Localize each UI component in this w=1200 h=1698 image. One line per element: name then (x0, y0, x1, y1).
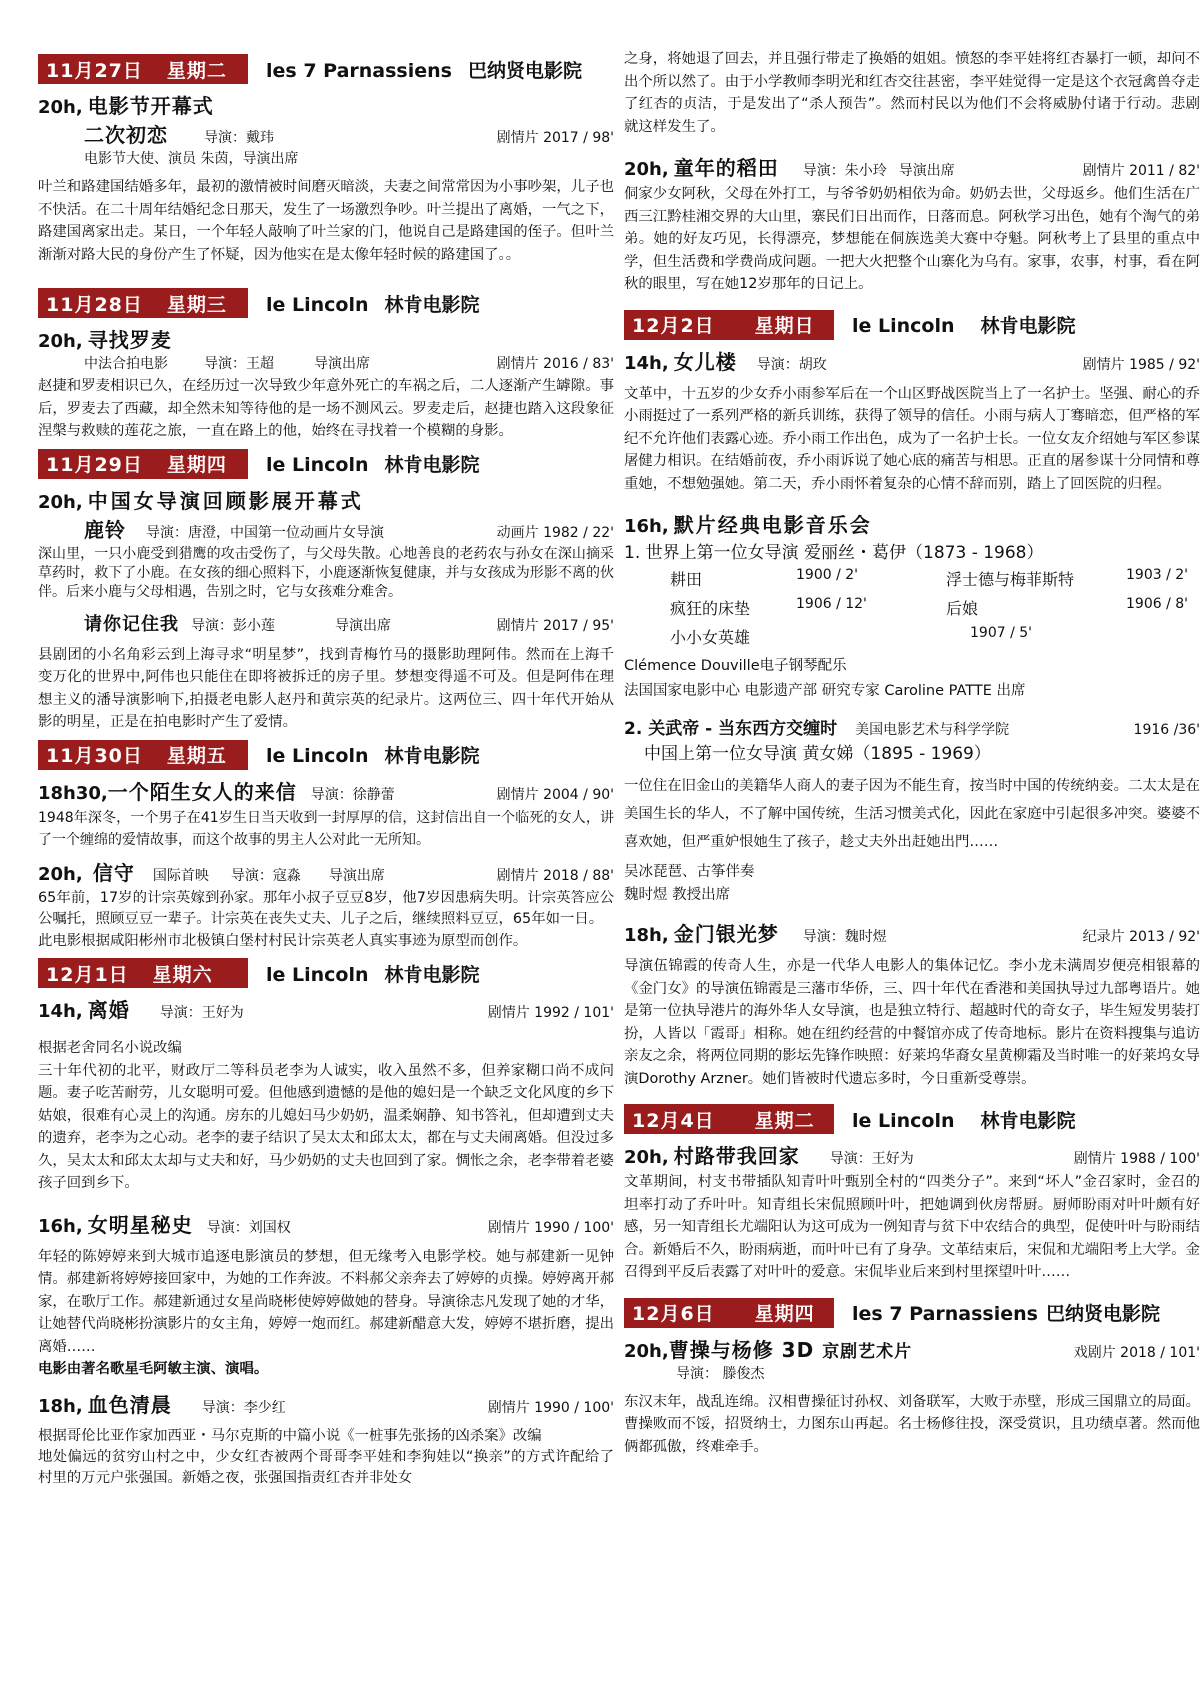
film-info: 剧情片 2004 / 90' (496, 786, 614, 803)
film-title: 离婚 (87, 998, 130, 1022)
director: 导演：朱小玲 (802, 163, 887, 179)
screening-time: 16h, (624, 516, 669, 537)
film-title: 一个陌生女人的来信 (107, 779, 297, 804)
film-entry (38, 485, 614, 734)
synopsis: 文革期间，村支书带插队知青叶叶甄别全村的“四类分子”。来到“坏人”金召家时，金召的坦率打动了乔叶叶。知青组长宋侃照顾叶叶，把她调到伙房帮厨。厨师盼雨对叶叶颇有好感，另一知青组长尤端阳认为这可成为一例知青与贫下中农结合的典型，促使叶叶与盼雨结合。新婚后不久，盼雨病逝，而叶叶已有了身孕。文革结束后，宋侃和尤端阳考上大学。金召得到平反后表露了对叶叶的爱意。宋侃毕业后来到村里探望叶叶…… (624, 1174, 1200, 1280)
film-entry (38, 1389, 614, 1489)
film-info: 1916 /36' (1133, 722, 1200, 738)
director: 导演：刘国权 (206, 1219, 291, 1236)
program-subtitle: 1. 世界上第一位女导演 爱丽丝・葛伊（1873 - 1968） (624, 543, 1044, 563)
weekday: 星期四 (166, 454, 227, 476)
film-info: 动画片 1982 / 22' (496, 524, 614, 541)
film-note: 国际首映 (152, 867, 209, 884)
short-film-row (624, 596, 1200, 619)
film-info: 剧情片 1990 / 100' (487, 1219, 614, 1236)
director: 导演：唐澄，中国第一位动画片女导演 (146, 524, 384, 541)
venue-name: les 7 Parnassiens (266, 59, 452, 82)
performer-note: 吴冰琵琶、古筝伴奏 (624, 864, 755, 880)
film-title: 童年的稻田 (673, 156, 779, 180)
film-entry (624, 1334, 1200, 1459)
venue (266, 290, 480, 317)
film-entry (38, 90, 614, 266)
day-header (38, 54, 614, 84)
short-film-info: 1907 / 5' (970, 625, 1033, 641)
venue (266, 741, 480, 768)
synopsis: 侗家少女阿秋，父母在外打工，与爷爷奶奶相依为命。奶奶去世，父母返乡。他们生活在广西三江黔桂湘交界的大山里，寨民们日出而作，日落而息。阿秋学习出色，她有个淘气的弟弟。她的好友巧见，长得漂亮，梦想能在侗族选美大赛中夺魁。阿秋考上了县里的重点中学，但生活费和学费尚成问题。一把大火把整个山寨化为乌有。家事，农事，村事，看在阿秋的眼里，写在她12岁那年的日记上。 (624, 186, 1200, 292)
director: 导演：胡玫 (756, 356, 827, 373)
film-title: 中国女导演回顾影展开幕式 (87, 488, 364, 513)
short-film-row (624, 567, 1200, 590)
short-film-title: 耕田 (670, 570, 703, 589)
director: 导演： 滕俊杰 (676, 1365, 765, 1382)
screening-time: 18h, (38, 1395, 83, 1417)
venue-name-cn: 巴纳贤电影院 (467, 59, 582, 82)
short-film-info: 1906 / 12' (796, 596, 867, 612)
film-entry (38, 1209, 614, 1381)
screening-time: 20h, (38, 331, 83, 352)
film-title: 寻找罗麦 (87, 328, 172, 352)
weekday: 星期日 (754, 315, 815, 337)
film-info: 剧情片 1985 / 92' (1082, 356, 1200, 373)
date: 11月30日 (46, 745, 143, 767)
synopsis: 65年前，17岁的计宗英嫁到孙家。那年小叔子豆豆8岁，他7岁因患病失明。计宗英答应公公嘱托，照顾豆豆一辈子。计宗英在丧失丈夫、儿子之后，继续照料豆豆，65年如一日。 (38, 889, 614, 927)
short-film-title: 小小女英雄 (670, 628, 751, 647)
film-title: 请你记住我 (84, 613, 179, 635)
director: 导演：李少红 (201, 1399, 286, 1416)
film-info: 剧情片 2011 / 82' (1082, 163, 1200, 179)
film-genre: 京剧艺术片 (822, 1341, 913, 1362)
day-header (38, 740, 614, 770)
weekday: 星期五 (166, 745, 227, 767)
short-film-row (624, 625, 1200, 648)
adaptation-note: 根据哥伦比亚作家加西亚・马尔克斯的中篇小说《一桩事先张扬的凶杀案》改编 (38, 1427, 542, 1444)
short-film-info: 1906 / 8' (1126, 596, 1189, 612)
film-info: 纪录片 2013 / 92' (1082, 929, 1200, 945)
synopsis-continued: 之身，将她退了回去，并且强行带走了换婚的姐姐。愤怒的李平娃将红杏暴打一顿，却问不出个所以然了。由于小学教师李明光和红杏交往甚密，李平娃觉得一定是这个衣冠禽兽夺走了红杏的贞洁，于是发出了“杀人预告”。然而村民以为他们不会将威胁付诸于行动。悲剧就这样发生了。 (624, 51, 1200, 135)
venue (266, 450, 480, 477)
director: 导演：戴玮 (204, 130, 274, 146)
venue-name-cn: 林肯电影院 (384, 454, 480, 476)
guest-note: 法国国家电影中心 电影遗产部 研究专家 Caroline PATTE 出席 (624, 683, 1026, 699)
director: 导演：王好为 (159, 1005, 244, 1021)
short-film-title: 疯狂的床垫 (670, 599, 751, 618)
venue (852, 311, 1076, 338)
synopsis: 地处偏远的贫穷山村之中，少女红杏被两个哥哥李平娃和李狗娃以“换亲”的方式许配给了村里的万元户张强国。新婚之夜，张强国指责红杏并非处女 (38, 1448, 614, 1486)
film-title: 金门银光梦 (673, 922, 779, 946)
director: 导演：彭小莲 (191, 617, 275, 634)
short-film-title: 浮士德与梅菲斯特 (946, 570, 1075, 589)
screening-time: 16h, (38, 1215, 83, 1237)
film-info: 剧情片 1990 / 100' (487, 1399, 614, 1416)
adaptation-note: 根据老舍同名小说改编 (38, 1040, 182, 1056)
film-entry (624, 1140, 1200, 1284)
venue-name-cn: 林肯电影院 (384, 745, 480, 767)
day-header (38, 958, 614, 988)
weekday: 星期二 (166, 59, 227, 82)
film-note: 中法合拍电影 (84, 356, 168, 372)
film-entry (38, 324, 614, 443)
director: 导演：王好为 (829, 1151, 914, 1167)
film-info: 剧情片 1992 / 101' (487, 1005, 614, 1021)
venue-name: le Lincoln (266, 293, 369, 316)
venue (852, 1299, 1160, 1326)
venue-name: le Lincoln (852, 1109, 955, 1132)
date: 12月6日 (632, 1303, 715, 1325)
synopsis: 文革中，十五岁的少女乔小雨参军后在一个山区野战医院当上了一名护士。坚强、耐心的乔小雨挺过了一系列严格的新兵训练，获得了领导的信任。小雨与病人丁骞暗恋，但严格的军纪不允许他们表露心迹。乔小雨工作出色，成为了一名护士长。一位女友介绍她与军区参谋屠健力相识。在结婚前夜，乔小雨诉说了她心底的痛苦与相思。正直的屠参谋十分同情和尊重她，不想勉强她。第二天，乔小雨怀着复杂的心情不辞而别，踏上了回医院的归程。 (624, 385, 1200, 492)
film-info: 剧情片 2017 / 95' (496, 617, 614, 634)
venue-name-cn: 林肯电影院 (980, 1109, 1076, 1132)
film-info: 剧情片 2016 / 83' (496, 356, 614, 372)
venue-name: le Lincoln (266, 963, 369, 986)
film-title: 血色清晨 (87, 1392, 172, 1417)
date: 12月1日 (46, 963, 129, 986)
screening-time: 20h, (38, 97, 83, 118)
film-entry (38, 776, 614, 851)
attendance-note: 导演出席 (328, 867, 385, 884)
screening-time: 18h, (624, 925, 669, 946)
date-bar (624, 310, 834, 340)
film-info: 剧情片 2017 / 98' (496, 130, 614, 146)
day-header (38, 288, 614, 318)
program-subtitle: 中国上第一位女导演 黄女娣（1895 - 1969） (644, 744, 991, 764)
date: 11月29日 (46, 454, 143, 476)
film-title: 电影节开幕式 (87, 94, 214, 118)
synopsis-note: 电影由著名歌星毛阿敏主演、演唱。 (38, 1361, 269, 1377)
venue (852, 1106, 1076, 1133)
date-bar (38, 740, 248, 770)
film-title: 鹿铃 (84, 517, 126, 542)
screening-time: 20h, (624, 159, 669, 180)
screening-time: 18h30, (38, 782, 108, 804)
film-title: 女儿楼 (673, 349, 737, 374)
film-entry (624, 918, 1200, 1090)
short-film-info: 1900 / 2' (796, 567, 859, 583)
film-source: 美国电影艺术与科学学院 (855, 722, 1010, 738)
screening-time: 20h, (38, 491, 83, 513)
accompaniment-note: Clémence Douville电子钢琴配乐 (624, 658, 847, 674)
concert-title: 默片经典电影音乐会 (673, 513, 872, 537)
screening-time: 20h, (38, 863, 83, 885)
screening-time: 14h, (624, 352, 669, 374)
screening-time: 20h, (624, 1340, 669, 1362)
synopsis: 赵捷和罗麦相识已久，在经历过一次导致少年意外死亡的车祸之后，二人逐渐产生罅隙。事后，罗麦去了西藏，却全然未知等待他的是一场不测风云。罗麦走后，赵捷也踏入这段象征涅槃与救赎的莲花之旅，一直在路上的他，始终在寻找着一个模糊的身影。 (38, 378, 614, 439)
guest-note: 魏时煜 教授出席 (624, 887, 731, 903)
director: 导演：王超 (204, 356, 274, 372)
screening-time: 20h, (624, 1147, 669, 1168)
film-note: 电影节大使、演员 朱茵，导演出席 (84, 151, 299, 167)
synopsis: 深山里，一只小鹿受到猎鹰的攻击受伤了，与父母失散。心地善良的老药农与孙女在深山摘采草药时，救下了小鹿。在女孩的细心照料下，小鹿逐渐恢复健康，并与女孩成为形影不离的伙伴。后来小鹿与父母相遇，告别之时，它与女孩难分难舍。 (38, 545, 614, 600)
film-entry (624, 152, 1200, 296)
attendance-note: 导演出席 (314, 356, 370, 372)
director: 导演：魏时煜 (802, 929, 887, 945)
film-title: 二次初恋 (84, 123, 168, 147)
synopsis: 年轻的陈婷婷来到大城市追逐电影演员的梦想，但无缘考入电影学校。她与郝建新一见钟情。郝建新将婷婷接回家中，为她的工作奔波。不料郝父亲奔去了婷婷的贞操。婷婷离开郝家，在歌厅工作。郝建新通过女星尚晓彬使婷婷做她的替身。导演徐志凡发现了她的才华，让她替代尚晓彬扮演影片的女主角，婷婷一炮而红。郝建新醋意大发，婷婷不堪折磨，提出离婚…… (38, 1248, 614, 1355)
date: 12月2日 (632, 315, 715, 337)
film-title: 女明星秘史 (87, 1212, 193, 1237)
film-info: 戏剧片 2018 / 101' (1073, 1344, 1200, 1361)
synopsis: 一位住在旧金山的美籍华人商人的妻子因为不能生育，按当时中国的传统纳妾。二太太是在美国生长的华人，不了解中国传统，生活习惯美式化，因此在家庭中引起很多冲突。婆婆不喜欢她，但严重妒恨她生了孩子，趁丈夫外出赶她出門…… (624, 778, 1200, 850)
weekday: 星期三 (166, 293, 227, 316)
date-bar (38, 449, 248, 479)
venue-name: le Lincoln (266, 745, 369, 767)
date-bar (38, 54, 248, 84)
date: 12月4日 (632, 1109, 715, 1132)
program-subtitle: 2. 关武帝 - 当东西方交缠时 (624, 719, 838, 739)
venue (266, 56, 582, 83)
film-title: 信守 (92, 860, 135, 885)
day-header (624, 310, 1200, 340)
synopsis: 东汉末年，战乱连绵。汉相曹操征讨孙权、刘备联军，大败于赤壁，形成三国鼎立的局面。曹操败而不馁，招贤纳士，力图东山再起。名士杨修往投，深受赏识，且功绩卓著。然而他俩都孤傲，终难牵手。 (624, 1393, 1200, 1455)
film-entry (624, 346, 1200, 496)
left-column (38, 50, 614, 1495)
venue-name-cn: 林肯电影院 (384, 963, 480, 986)
synopsis-note: 此电影根据咸阳彬州市北极镇白堡村村民计宗英老人真实事迹为原型而创作。 (38, 932, 528, 949)
date-bar (38, 288, 248, 318)
date: 11月28日 (46, 293, 143, 316)
date-bar (624, 1298, 834, 1328)
film-info: 剧情片 2018 / 88' (496, 867, 614, 884)
weekday: 星期二 (754, 1109, 815, 1132)
synopsis: 县剧团的小名角彩云到上海寻求“明星梦”，找到青梅竹马的摄影助理阿伟。然而在上海千变万化的世界中,阿伟也只能住在即将被拆迁的房子里。梦想变得遥不可及。但是阿伟在理想主义的潘导演影响下,拍摄老电影人赵丹和黄宗英的纪录片。这两位三、四十年代开始从影的明星，正是在拍电影时产生了爱情。 (38, 646, 614, 730)
venue (266, 960, 480, 987)
date-bar (624, 1104, 834, 1134)
date-bar (38, 958, 248, 988)
attendance-note: 导演出席 (335, 617, 391, 634)
short-film-title: 后娘 (946, 599, 979, 618)
concert-entry (624, 509, 1200, 904)
venue-name-cn: 巴纳贤电影院 (1045, 1303, 1160, 1325)
film-title: 村路带我回家 (673, 1144, 800, 1168)
weekday: 星期四 (754, 1303, 815, 1325)
director: 导演：寇淼 (230, 867, 301, 884)
weekday: 星期六 (152, 963, 213, 986)
venue-name: les 7 Parnassiens (852, 1303, 1038, 1325)
short-film-info: 1903 / 2' (1126, 567, 1189, 583)
synopsis: 导演伍锦霞的传奇人生，亦是一代华人电影人的集体记忆。李小龙未满周岁便亮相银幕的《金门女》的导演伍锦霞是三藩市华侨，三、四十年代在香港和美国执导过九部粤语片。她是第一位执导港片的海外华人女导演，也是独立特行、超越时代的奇女子，毕生短发男装打扮，人皆以「霞哥」相称。她在纽约经营的中餐馆亦成了传奇地标。影片在资料搜集与追访亲友之余，将两位同期的影坛先锋作映照：好莱坞华裔女星黄柳霜及当时唯一的好莱坞女导演Dorothy Arzner。她们皆被时代遗忘多时，今日重新受尊崇。 (624, 958, 1200, 1087)
film-entry (38, 994, 614, 1195)
screening-time: 14h, (38, 1001, 83, 1022)
venue-name: le Lincoln (852, 315, 955, 337)
film-info: 剧情片 1988 / 100' (1073, 1151, 1200, 1167)
day-header (624, 1104, 1200, 1134)
right-column (624, 48, 1200, 1464)
day-header (38, 449, 614, 479)
synopsis: 三十年代初的北平，财政厅二等科员老李为人诚实，收入虽然不多，但养家糊口尚不成问题。妻子吃苦耐劳，儿女聪明可爱。但他感到遗憾的是他的媳妇是一个缺乏文化风度的乡下姑娘，很难有心灵上的沟通。房东的儿媳妇马少奶奶，温柔娴静、知书答礼，但却遭到丈夫的遗弃，老李为之心动。老李的妻子结识了吴太太和邱太太，都在与丈夫闹离婚。但没过多久，吴太太和邱太太却与丈夫和好，马少奶奶的丈夫也回到了家。惆怅之余，老李带着老婆孩子回到乡下。 (38, 1062, 614, 1191)
film-title: 曹操与杨修 3D (668, 1337, 815, 1362)
venue-name-cn: 林肯电影院 (384, 293, 480, 316)
venue-name: le Lincoln (266, 454, 369, 476)
date: 11月27日 (46, 59, 143, 82)
venue-name-cn: 林肯电影院 (980, 315, 1076, 337)
day-header (624, 1298, 1200, 1328)
synopsis: 叶兰和路建国结婚多年，最初的激情被时间磨灭暗淡，夫妻之间常常因为小事吵架，儿子也不快活。在二十周年结婚纪念日那天，发生了一场激烈争吵。叶兰提出了离婚，一气之下，路建国离家出走。某日，一个年轻人敲响了叶兰家的门，他说自己是路建国的侄子。但叶兰渐渐对路大民的身份产生了怀疑，因为他实在是太像年轻时候的路建国了。。 (38, 179, 614, 263)
film-entry (38, 857, 614, 953)
director: 导演：徐静蕾 (310, 786, 395, 803)
attendance-note: 导演出席 (898, 163, 955, 179)
synopsis: 1948年深冬，一个男子在41岁生日当天收到一封厚厚的信，这封信出自一个临死的女人，讲了一个缠绵的爱情故事，而这个故事的男主人公对此一无所知。 (38, 809, 614, 848)
